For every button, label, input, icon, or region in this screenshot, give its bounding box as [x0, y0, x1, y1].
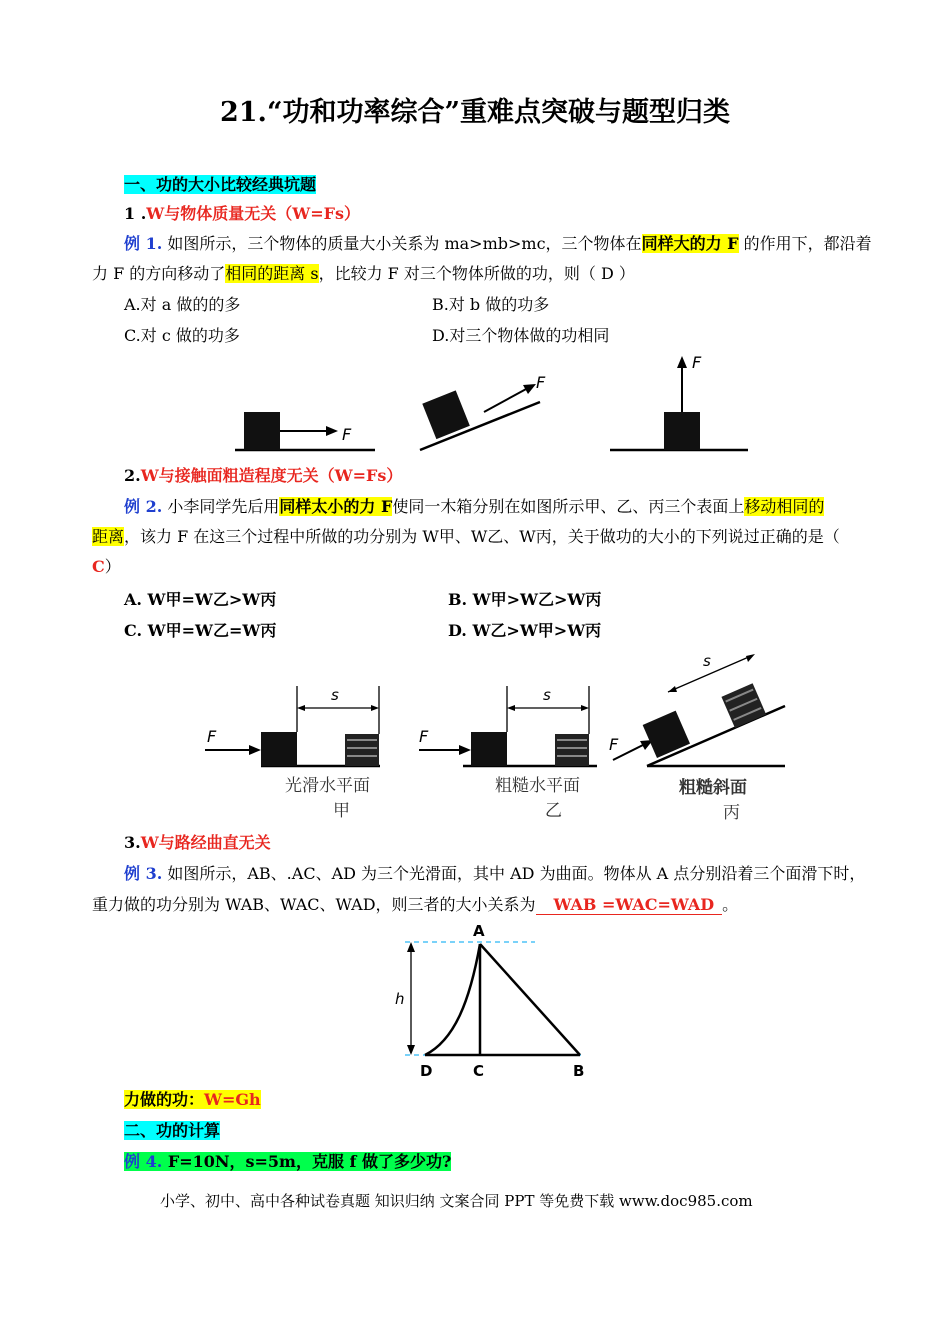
figure-2-surfaces — [195, 652, 795, 828]
subheading-num: 1 . — [124, 204, 147, 223]
option-b: B.对 b 做的功多 — [432, 295, 550, 314]
surface-bing — [609, 652, 785, 823]
example-text: 力 F 的方向移动了 — [92, 264, 226, 283]
surface-name: 甲 — [333, 801, 350, 821]
distance-label: s — [331, 686, 339, 704]
surface-name: 乙 — [545, 801, 562, 821]
example-text: 如图所示，三个物体的质量大小关系为 — [162, 234, 445, 253]
option-a: A.对 a 做的的多 — [124, 295, 241, 314]
highlight-same-distance: 相同的距离 s — [225, 264, 319, 283]
figure-3-slopes — [385, 920, 605, 1085]
height-label: h — [395, 990, 405, 1008]
option-c: C.对 c 做的功多 — [124, 326, 240, 345]
example-2-answer — [92, 556, 121, 578]
example-text: ，三个物体在 — [545, 234, 642, 253]
highlight-same-distance: 距离 — [92, 527, 125, 546]
surface-label: 光滑水平面 — [285, 776, 370, 796]
surface-jia — [205, 686, 380, 821]
example-text: ，该力 F 在这三个过程中所做的功分别为 W甲、W乙、W丙，关于做功的大小的下列说过正确的是（ — [124, 527, 840, 546]
subheading-3 — [124, 832, 271, 854]
example-text: ，比较力 F 对三个物体所做的功，则（ D ） — [318, 264, 635, 283]
example-text: 使同一木箱分别在如图所示甲、乙、丙三个表面上 — [392, 497, 745, 516]
option-d: D. W乙>W甲>W丙 — [448, 621, 602, 640]
figure-1-three-blocks — [230, 350, 760, 458]
option-a: A. W甲=W乙>W丙 — [124, 590, 277, 609]
subheading-text: W与路经曲直无关 — [140, 833, 271, 852]
distance-label: s — [703, 652, 711, 670]
force-label: F — [207, 727, 217, 746]
option-b: B. W甲>W乙>W丙 — [448, 590, 602, 609]
subheading-num: 2. — [124, 466, 141, 485]
summary-gravity-work — [124, 1089, 261, 1111]
example-text: 重力做的功分别为 WAB、WAC、WAD，则三者的大小关系为 — [92, 895, 536, 914]
force-label: F — [609, 735, 619, 754]
block-c — [664, 412, 700, 450]
summary-text: 力做的功： — [124, 1090, 205, 1109]
summary-formula: W=Gh — [204, 1090, 261, 1109]
surface-name: 丙 — [723, 803, 740, 823]
force-label: F — [419, 727, 429, 746]
example-4 — [124, 1151, 451, 1173]
force-label: F — [342, 425, 352, 444]
example-2-line1 — [124, 496, 824, 518]
example-text: 。 — [722, 895, 739, 914]
highlight-same-force: 同样大的力 F — [641, 234, 739, 253]
example-1-line1 — [124, 233, 872, 255]
section-heading-2 — [124, 1120, 220, 1142]
example-2-line2 — [92, 526, 840, 548]
example-3-line1 — [124, 863, 865, 885]
answer: WAB =WAC=WAD — [536, 895, 723, 915]
force-label: F — [692, 353, 702, 372]
subheading-1 — [124, 203, 360, 225]
surface-yi — [419, 686, 597, 821]
subheading-text: W与接触面粗造程度无关（W=Fs） — [140, 466, 403, 485]
option-c: C. W甲=W乙=W丙 — [124, 621, 277, 640]
example-label: 例 4. — [124, 1152, 163, 1171]
point-b-label: B — [573, 1062, 585, 1080]
point-c-label: C — [473, 1062, 485, 1080]
option-d: D.对三个物体做的功相同 — [432, 326, 610, 345]
example-label: 例 1. — [124, 234, 163, 253]
footer-text: 小学、初中、高中各种试卷真题 知识归纳 文案合同 PPT 等免费下载 www.doc985.com — [160, 1192, 753, 1210]
highlight-same-force: 同样太小的力 F — [279, 497, 393, 516]
mass-relation: ma>mb>mc — [444, 234, 546, 253]
example-text: F=10N，s=5m，克服 f 做了多少功? — [162, 1152, 452, 1171]
example-text: 的作用下，都沿着 — [738, 234, 872, 253]
example-text: 如图所示，AB、.AC、AD 为三个光滑面，其中 AD 为曲面。物体从 A 点分别沿着三个面滑下时， — [162, 864, 866, 883]
example-text: 小李同学先后用 — [162, 497, 280, 516]
example-text: ） — [104, 557, 121, 576]
section-heading-1 — [124, 174, 316, 196]
highlight-same-distance: 移动相同的 — [744, 497, 825, 516]
example-3-line2 — [92, 894, 738, 916]
surface-label: 粗糙水平面 — [495, 776, 580, 796]
example-4-highlight — [124, 1152, 451, 1171]
force-label: F — [536, 373, 546, 392]
distance-label: s — [543, 686, 551, 704]
section-heading-text: 二、功的计算 — [124, 1121, 221, 1140]
subheading-num: 3. — [124, 833, 141, 852]
point-d-label: D — [420, 1062, 433, 1080]
example-1-line2 — [92, 263, 635, 285]
section-heading-text: 一、功的大小比较经典坑题 — [124, 175, 317, 194]
example-label: 例 3. — [124, 864, 163, 883]
subheading-2 — [124, 465, 402, 487]
block-a — [244, 412, 280, 450]
point-a-label: A — [473, 922, 485, 940]
answer: C — [92, 557, 105, 576]
subheading-text: W与物体质量无关（W=Fs） — [146, 204, 360, 223]
page-title: 21.“功和功率综合”重难点突破与题型归类 — [219, 97, 731, 128]
example-label: 例 2. — [124, 497, 163, 516]
surface-label: 粗糙斜面 — [679, 778, 747, 798]
